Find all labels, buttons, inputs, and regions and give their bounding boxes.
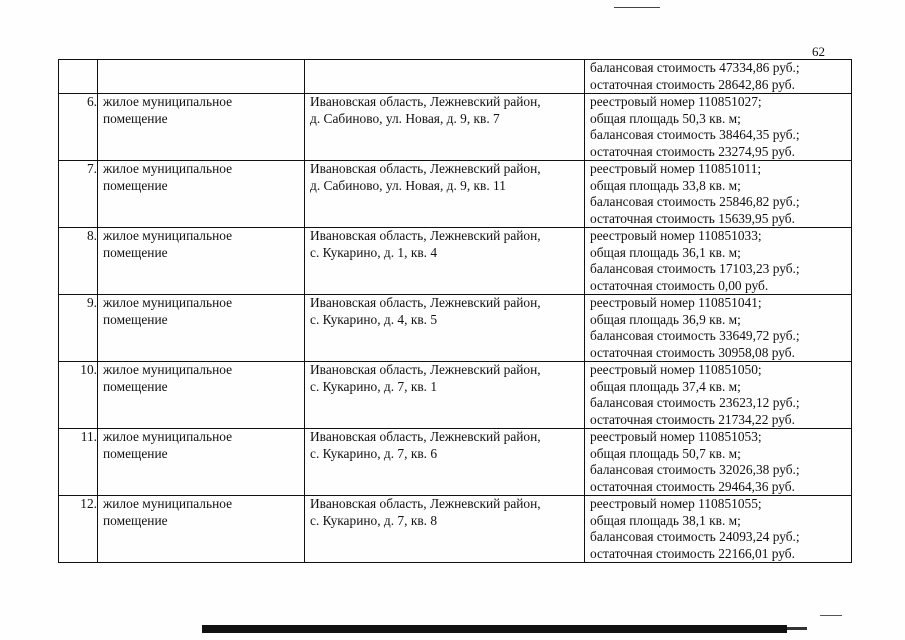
details-cell: [585, 362, 852, 429]
area-line: общая площадь 33,8 кв. м;: [590, 177, 741, 193]
registry-number-line: реестровый номер 110851011;: [590, 161, 762, 176]
book-value-line: балансовая стоимость 32026,38 руб.;: [590, 462, 800, 477]
book-value-line: балансовая стоимость 24093,24 руб.;: [590, 529, 800, 544]
row-number: 10.: [59, 362, 98, 429]
address-line: д. Сабиново, ул. Новая, д. 9, кв. 11: [310, 177, 506, 193]
area-line: общая площадь 37,4 кв. м;: [590, 378, 741, 394]
scan-mark-corner: [820, 615, 842, 616]
residual-value-line: остаточная стоимость 22166,01 руб.: [590, 545, 795, 561]
row-number: 9.: [59, 295, 98, 362]
address-line: с. Кукарино, д. 7, кв. 6: [310, 445, 438, 461]
object-name-line: помещение: [103, 378, 168, 394]
table-row: [59, 228, 852, 295]
area-line: общая площадь 36,1 кв. м;: [590, 244, 741, 260]
details-cell: [585, 496, 852, 563]
address-line: с. Кукарино, д. 1, кв. 4: [310, 244, 438, 260]
area-line: общая площадь 36,9 кв. м;: [590, 311, 741, 327]
row-number: 11.: [59, 429, 98, 496]
address-line: с. Кукарино, д. 4, кв. 5: [310, 311, 438, 327]
residual-value-line: остаточная стоимость 23274,95 руб.: [590, 143, 795, 159]
address-cell: [305, 429, 585, 496]
table-row: [59, 295, 852, 362]
object-name-cell: [98, 295, 305, 362]
address-cell: [305, 295, 585, 362]
detail-line: остаточная стоимость 28642,86 руб.: [590, 76, 795, 92]
details-cell: [585, 60, 852, 94]
details-cell: [585, 94, 852, 161]
table-body: [59, 60, 852, 563]
details-cell: [585, 228, 852, 295]
address-cell: [305, 60, 585, 94]
address-line: д. Сабиново, ул. Новая, д. 9, кв. 7: [310, 110, 500, 126]
object-name-line: жилое муниципальное: [103, 362, 233, 377]
object-name-line: помещение: [103, 177, 168, 193]
row-number: 12.: [59, 496, 98, 563]
object-name-line: жилое муниципальное: [103, 496, 233, 511]
residual-value-line: остаточная стоимость 15639,95 руб.: [590, 210, 795, 226]
address-line: Ивановская область, Лежневский район,: [310, 228, 541, 243]
table-row: [59, 429, 852, 496]
registry-number-line: реестровый номер 110851033;: [590, 228, 762, 243]
address-line: Ивановская область, Лежневский район,: [310, 295, 541, 310]
address-line: Ивановская область, Лежневский район,: [310, 94, 541, 109]
object-name-cell: [98, 429, 305, 496]
property-registry-table: [58, 59, 852, 563]
table-row: [59, 94, 852, 161]
details-cell: [585, 295, 852, 362]
residual-value-line: остаточная стоимость 0,00 руб.: [590, 277, 769, 293]
registry-number-line: реестровый номер 110851041;: [590, 295, 762, 310]
residual-value-line: остаточная стоимость 30958,08 руб.: [590, 344, 795, 360]
address-line: Ивановская область, Лежневский район,: [310, 496, 541, 511]
object-name-line: помещение: [103, 110, 168, 126]
registry-number-line: реестровый номер 110851053;: [590, 429, 762, 444]
details-cell: [585, 161, 852, 228]
address-line: Ивановская область, Лежневский район,: [310, 161, 541, 176]
object-name-line: жилое муниципальное: [103, 429, 233, 444]
area-line: общая площадь 50,7 кв. м;: [590, 445, 741, 461]
scan-edge-bar-tail: [787, 627, 807, 630]
address-cell: [305, 496, 585, 563]
address-cell: [305, 362, 585, 429]
address-line: Ивановская область, Лежневский район,: [310, 429, 541, 444]
object-name-line: помещение: [103, 311, 168, 327]
object-name-line: помещение: [103, 445, 168, 461]
object-name-cell: [98, 496, 305, 563]
scan-edge-bar: [202, 625, 787, 633]
registry-number-line: реестровый номер 110851055;: [590, 496, 762, 511]
row-number: 8.: [59, 228, 98, 295]
address-line: Ивановская область, Лежневский район,: [310, 362, 541, 377]
address-line: с. Кукарино, д. 7, кв. 8: [310, 512, 438, 528]
book-value-line: балансовая стоимость 17103,23 руб.;: [590, 261, 800, 276]
object-name-cell: [98, 60, 305, 94]
object-name-cell: [98, 161, 305, 228]
row-number: 7.: [59, 161, 98, 228]
residual-value-line: остаточная стоимость 29464,36 руб.: [590, 478, 795, 494]
object-name-line: помещение: [103, 512, 168, 528]
book-value-line: балансовая стоимость 38464,35 руб.;: [590, 127, 800, 142]
object-name-line: жилое муниципальное: [103, 94, 233, 109]
registry-number-line: реестровый номер 110851050;: [590, 362, 762, 377]
table-row: [59, 362, 852, 429]
address-cell: [305, 94, 585, 161]
page-number: 62: [812, 44, 825, 59]
table-row: [59, 496, 852, 563]
object-name-line: жилое муниципальное: [103, 228, 233, 243]
object-name-line: помещение: [103, 244, 168, 260]
object-name-cell: [98, 94, 305, 161]
object-name-line: жилое муниципальное: [103, 295, 233, 310]
area-line: общая площадь 50,3 кв. м;: [590, 110, 741, 126]
area-line: общая площадь 38,1 кв. м;: [590, 512, 741, 528]
table-row: [59, 161, 852, 228]
object-name-line: жилое муниципальное: [103, 161, 233, 176]
book-value-line: балансовая стоимость 23623,12 руб.;: [590, 395, 800, 410]
row-number: 6.: [59, 94, 98, 161]
residual-value-line: остаточная стоимость 21734,22 руб.: [590, 411, 795, 427]
details-cell: [585, 429, 852, 496]
detail-line: балансовая стоимость 47334,86 руб.;: [590, 60, 800, 75]
registry-number-line: реестровый номер 110851027;: [590, 94, 762, 109]
address-cell: [305, 161, 585, 228]
row-number: [59, 60, 98, 94]
address-line: с. Кукарино, д. 7, кв. 1: [310, 378, 438, 394]
object-name-cell: [98, 228, 305, 295]
scan-mark-top: [614, 7, 660, 8]
object-name-cell: [98, 362, 305, 429]
table-row: [59, 60, 852, 94]
book-value-line: балансовая стоимость 33649,72 руб.;: [590, 328, 800, 343]
book-value-line: балансовая стоимость 25846,82 руб.;: [590, 194, 800, 209]
address-cell: [305, 228, 585, 295]
